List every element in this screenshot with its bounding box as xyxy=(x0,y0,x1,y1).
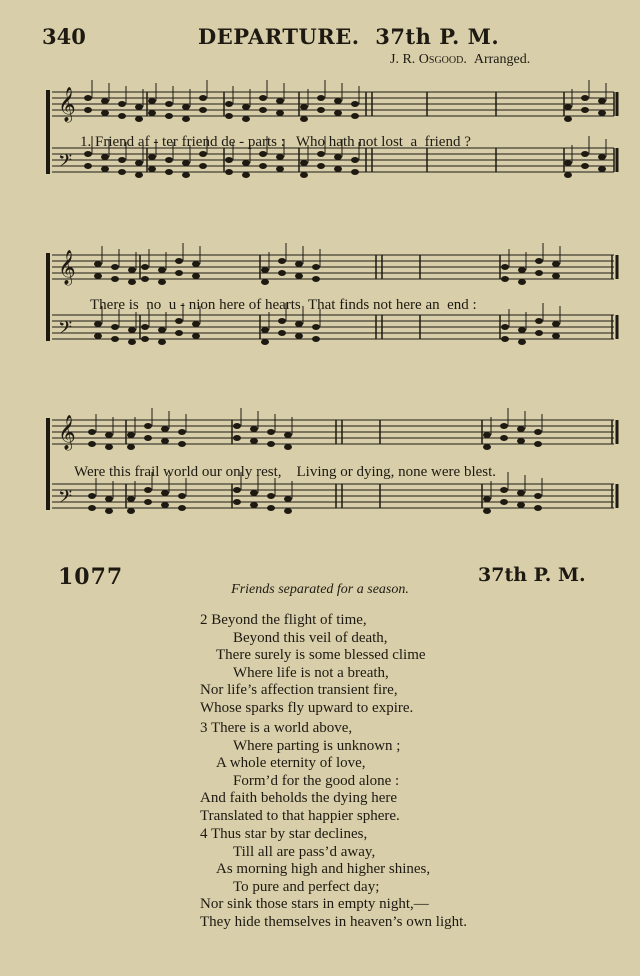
note-head xyxy=(276,166,284,172)
bass-clef-icon: 𝄢 xyxy=(58,151,73,176)
treble-clef-icon: 𝄞 xyxy=(58,87,76,122)
note-head xyxy=(94,261,102,267)
verse-line: 2 Beyond the flight of time, xyxy=(200,612,367,628)
note-head xyxy=(276,154,284,160)
note-head xyxy=(250,426,258,432)
note-head xyxy=(144,435,152,441)
note-head xyxy=(178,505,186,511)
composer-name: J. R. Osgood. xyxy=(390,52,467,67)
note-head xyxy=(84,151,92,157)
verse-line: Where life is not a breath, xyxy=(233,664,389,681)
note-head xyxy=(88,505,96,511)
hymn-meter: 37th P. M. xyxy=(478,564,586,586)
note-head xyxy=(564,116,572,122)
note-head xyxy=(501,264,509,270)
note-head xyxy=(500,435,508,441)
note-head xyxy=(105,496,113,502)
note-head xyxy=(534,441,542,447)
note-head xyxy=(278,318,286,324)
note-head xyxy=(158,279,166,285)
verse-line: 4 Thus star by star declines, xyxy=(200,826,368,842)
note-head xyxy=(242,104,250,110)
note-head xyxy=(295,273,303,279)
note-head xyxy=(500,423,508,429)
note-head xyxy=(317,95,325,101)
note-head xyxy=(84,163,92,169)
note-head xyxy=(250,438,258,444)
note-head xyxy=(105,432,113,438)
note-head xyxy=(500,487,508,493)
note-head xyxy=(141,264,149,270)
note-head xyxy=(178,429,186,435)
note-head xyxy=(105,444,113,450)
note-head xyxy=(182,104,190,110)
note-head xyxy=(148,98,156,104)
note-head xyxy=(276,98,284,104)
note-head xyxy=(259,95,267,101)
note-head xyxy=(161,438,169,444)
note-head xyxy=(517,502,525,508)
note-head xyxy=(128,267,136,273)
note-head xyxy=(259,163,267,169)
note-head xyxy=(517,490,525,496)
stanza-4 xyxy=(200,826,467,932)
note-head xyxy=(118,157,126,163)
note-head xyxy=(192,321,200,327)
note-head xyxy=(199,163,207,169)
note-head xyxy=(111,324,119,330)
note-head xyxy=(501,324,509,330)
note-head xyxy=(334,110,342,116)
treble-clef-icon: 𝄞 xyxy=(58,415,76,450)
lyric-line-1: 1. Friend af - ter friend de - parts : Who hath not lost a friend ? xyxy=(80,134,471,150)
note-head xyxy=(192,333,200,339)
verse-line: Translated to that happier sphere. xyxy=(200,807,400,824)
note-head xyxy=(225,157,233,163)
note-head xyxy=(144,499,152,505)
note-head xyxy=(564,104,572,110)
note-head xyxy=(84,95,92,101)
note-head xyxy=(178,493,186,499)
note-head xyxy=(598,110,606,116)
note-head xyxy=(233,487,241,493)
note-head xyxy=(128,327,136,333)
note-head xyxy=(165,169,173,175)
note-head xyxy=(351,101,359,107)
note-head xyxy=(158,327,166,333)
note-head xyxy=(278,330,286,336)
verse-line: Whose sparks fly upward to expire. xyxy=(200,699,414,716)
note-head xyxy=(242,172,250,178)
note-head xyxy=(267,441,275,447)
note-head xyxy=(192,273,200,279)
note-head xyxy=(300,104,308,110)
note-head xyxy=(278,270,286,276)
note-head xyxy=(250,502,258,508)
note-head xyxy=(175,258,183,264)
verse-line: Where parting is unknown ; xyxy=(233,737,401,754)
note-head xyxy=(261,339,269,345)
verse-line: Nor sink those stars in empty night,— xyxy=(200,896,429,913)
note-head xyxy=(192,261,200,267)
note-head xyxy=(552,333,560,339)
note-head xyxy=(105,508,113,514)
note-head xyxy=(128,339,136,345)
treble-clef-icon: 𝄞 xyxy=(58,250,76,285)
note-head xyxy=(135,172,143,178)
note-head xyxy=(111,264,119,270)
note-head xyxy=(128,279,136,285)
note-head xyxy=(148,110,156,116)
note-head xyxy=(278,258,286,264)
verse-line: Beyond this veil of death, xyxy=(233,629,388,646)
verse-line: They hide themselves in heaven’s own light. xyxy=(200,913,468,930)
bass-clef-icon: 𝄢 xyxy=(58,318,73,343)
note-head xyxy=(161,426,169,432)
note-head xyxy=(242,116,250,122)
note-head xyxy=(118,169,126,175)
note-head xyxy=(182,160,190,166)
note-head xyxy=(135,160,143,166)
note-head xyxy=(141,276,149,282)
note-head xyxy=(518,327,526,333)
stanza-3 xyxy=(200,720,400,826)
verse-line: And faith beholds the dying here xyxy=(200,790,398,807)
note-head xyxy=(534,493,542,499)
note-head xyxy=(111,276,119,282)
note-head xyxy=(111,336,119,342)
note-head xyxy=(552,261,560,267)
note-head xyxy=(127,496,135,502)
note-head xyxy=(295,333,303,339)
bass-clef-icon: 𝄢 xyxy=(58,487,73,512)
note-head xyxy=(312,324,320,330)
note-head xyxy=(225,113,233,119)
note-head xyxy=(141,336,149,342)
note-head xyxy=(88,429,96,435)
note-head xyxy=(317,151,325,157)
note-head xyxy=(334,154,342,160)
note-head xyxy=(144,487,152,493)
note-head xyxy=(199,95,207,101)
note-head xyxy=(94,321,102,327)
note-head xyxy=(334,98,342,104)
note-head xyxy=(94,273,102,279)
note-head xyxy=(284,444,292,450)
note-head xyxy=(225,169,233,175)
note-head xyxy=(276,110,284,116)
note-head xyxy=(598,166,606,172)
note-head xyxy=(483,496,491,502)
tune-name: DEPARTURE. xyxy=(198,24,360,49)
page-number: 340 xyxy=(42,24,86,49)
note-head xyxy=(148,154,156,160)
verse-line: 3 There is a world above, xyxy=(200,720,353,736)
note-head xyxy=(182,116,190,122)
hymn-number: 1077 xyxy=(58,564,124,590)
note-head xyxy=(165,113,173,119)
note-head xyxy=(564,172,572,178)
note-head xyxy=(317,163,325,169)
verse-line: As morning high and higher shines, xyxy=(216,861,431,878)
note-head xyxy=(267,493,275,499)
note-head xyxy=(500,499,508,505)
stanza-2 xyxy=(200,612,426,718)
note-head xyxy=(118,101,126,107)
note-head xyxy=(267,429,275,435)
note-head xyxy=(178,441,186,447)
note-head xyxy=(334,166,342,172)
note-head xyxy=(284,508,292,514)
note-head xyxy=(351,113,359,119)
note-head xyxy=(581,95,589,101)
note-head xyxy=(233,435,241,441)
note-head xyxy=(518,279,526,285)
note-head xyxy=(148,166,156,172)
note-head xyxy=(175,270,183,276)
note-head xyxy=(598,154,606,160)
note-head xyxy=(518,339,526,345)
note-head xyxy=(88,441,96,447)
note-head xyxy=(517,438,525,444)
note-head xyxy=(199,107,207,113)
note-head xyxy=(101,98,109,104)
note-head xyxy=(161,490,169,496)
note-head xyxy=(127,508,135,514)
note-head xyxy=(295,321,303,327)
note-head xyxy=(534,429,542,435)
note-head xyxy=(535,258,543,264)
note-head xyxy=(259,151,267,157)
note-head xyxy=(135,116,143,122)
note-head xyxy=(317,107,325,113)
hymn-subtitle: Friends separated for a season. xyxy=(231,582,409,597)
note-head xyxy=(250,490,258,496)
lyric-line-2: There is no u - nion here of hearts That finds not here an end : xyxy=(90,297,477,313)
note-head xyxy=(94,333,102,339)
note-head xyxy=(552,273,560,279)
note-head xyxy=(581,163,589,169)
note-head xyxy=(518,267,526,273)
note-head xyxy=(182,172,190,178)
note-head xyxy=(158,339,166,345)
note-head xyxy=(312,264,320,270)
note-head xyxy=(300,160,308,166)
note-head xyxy=(267,505,275,511)
note-head xyxy=(300,172,308,178)
lyric-line-3: Were this frail world our only rest, Living or dying, none were blest. xyxy=(74,464,497,480)
verse-line: There surely is some blessed clime xyxy=(216,647,426,664)
note-head xyxy=(535,330,543,336)
note-head xyxy=(261,279,269,285)
note-head xyxy=(175,318,183,324)
note-head xyxy=(564,160,572,166)
verse-line: Till all are pass’d away, xyxy=(233,843,376,860)
verse-line: To pure and perfect day; xyxy=(233,878,380,895)
note-head xyxy=(312,336,320,342)
verse-line: Nor life’s affection transient fire, xyxy=(200,682,398,699)
note-head xyxy=(351,169,359,175)
note-head xyxy=(351,157,359,163)
note-head xyxy=(598,98,606,104)
note-head xyxy=(158,267,166,273)
note-head xyxy=(483,432,491,438)
note-head xyxy=(300,116,308,122)
note-head xyxy=(225,101,233,107)
note-head xyxy=(284,432,292,438)
note-head xyxy=(501,336,509,342)
note-head xyxy=(175,330,183,336)
verse-line: Form’d for the good alone : xyxy=(233,772,400,789)
note-head xyxy=(101,154,109,160)
note-head xyxy=(581,107,589,113)
note-head xyxy=(483,444,491,450)
note-head xyxy=(517,426,525,432)
note-head xyxy=(284,496,292,502)
note-head xyxy=(165,157,173,163)
composer-note: Arranged. xyxy=(473,52,531,67)
note-head xyxy=(261,327,269,333)
note-head xyxy=(144,423,152,429)
note-head xyxy=(101,166,109,172)
note-head xyxy=(312,276,320,282)
note-head xyxy=(295,261,303,267)
note-head xyxy=(199,151,207,157)
note-head xyxy=(483,508,491,514)
note-head xyxy=(233,423,241,429)
note-head xyxy=(84,107,92,113)
note-head xyxy=(161,502,169,508)
note-head xyxy=(581,151,589,157)
note-head xyxy=(534,505,542,511)
note-head xyxy=(135,104,143,110)
note-head xyxy=(552,321,560,327)
note-head xyxy=(233,499,241,505)
note-head xyxy=(127,444,135,450)
note-head xyxy=(165,101,173,107)
tune-meter: 37th P. M. xyxy=(375,24,500,49)
note-head xyxy=(261,267,269,273)
note-head xyxy=(118,113,126,119)
note-head xyxy=(501,276,509,282)
note-head xyxy=(535,270,543,276)
note-head xyxy=(259,107,267,113)
verse-line: A whole eternity of love, xyxy=(216,755,366,772)
note-head xyxy=(127,432,135,438)
note-head xyxy=(88,493,96,499)
note-head xyxy=(101,110,109,116)
note-head xyxy=(141,324,149,330)
note-head xyxy=(535,318,543,324)
note-head xyxy=(242,160,250,166)
